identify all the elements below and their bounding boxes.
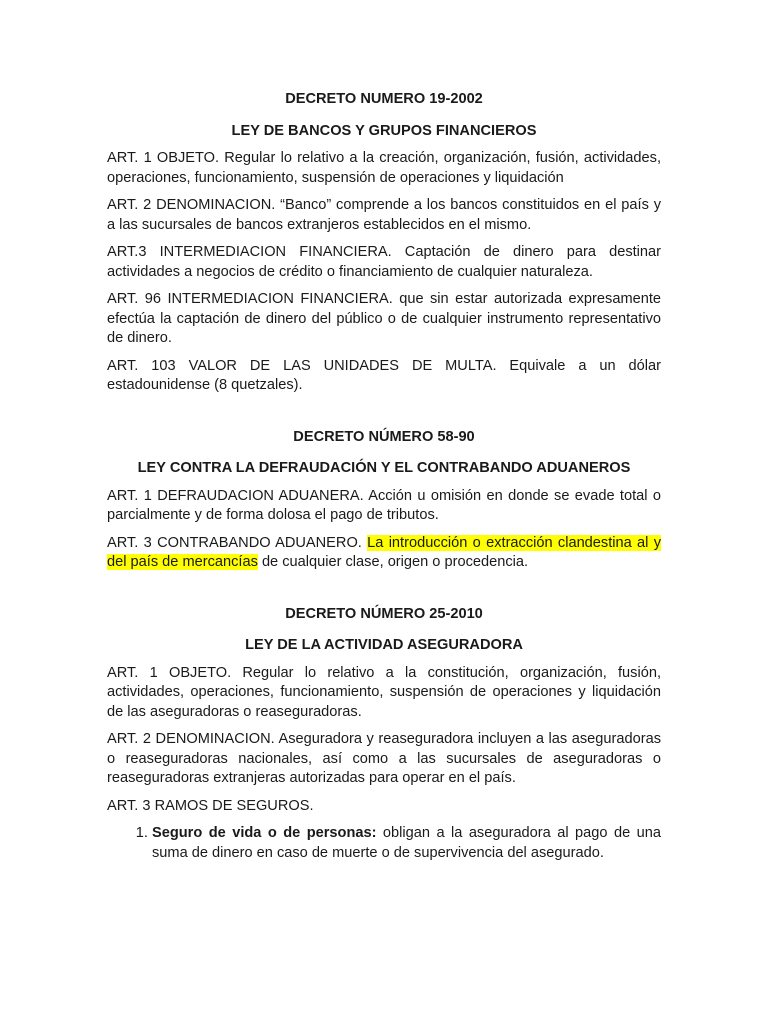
article-paragraph: ART. 3 RAMOS DE SEGUROS.	[107, 797, 314, 814]
list-item-text: obligan a la aseguradora al pago de una suma de dinero en caso de muerte o de supervivencia del asegurado.	[152, 825, 661, 861]
article-paragraph: ART. 2 DENOMINACION. Aseguradora y reaseguradora incluyen a las aseguradoras o reaseguradoras nacionales, así como a las sucursales de aseguradoras o reaseguradoras extranjeras autorizadas para operar en el país.	[107, 731, 661, 786]
document-content	[107, 90, 661, 863]
decree-title-3: DECRETO NÚMERO 25-2010	[285, 605, 483, 622]
article-paragraph: ART. 1 OBJETO. Regular lo relativo a la creación, organización, fusión, actividades, operaciones, funcionamiento, suspensión de operaciones y liquidación	[107, 150, 661, 186]
article-paragraph: ART. 1 OBJETO. Regular lo relativo a la constitución, organización, fusión, actividades, operaciones, funcionamiento, suspensión de operaciones y liquidación de las aseguradoras o reaseguradoras.	[107, 664, 661, 720]
law-title-2: LEY CONTRA LA DEFRAUDACIÓN Y EL CONTRABANDO ADUANEROS	[137, 460, 631, 476]
law-title-1: LEY DE BANCOS Y GRUPOS FINANCIEROS	[231, 122, 537, 139]
article-paragraph-highlighted	[107, 534, 661, 573]
article-paragraph: ART. 2 DENOMINACION. “Banco” comprende a los bancos constituidos en el país y a las sucursales de bancos extranjeros establecidos en el mismo.	[107, 197, 661, 233]
article-paragraph: ART. 96 INTERMEDIACION FINANCIERA. que sin estar autorizada expresamente efectúa la captación de dinero del público o de cualquier instrumento representativo de dinero.	[107, 291, 661, 346]
article-paragraph: ART.3 INTERMEDIACION FINANCIERA. Captación de dinero para destinar actividades a negocios de crédito o financiamiento de cualquier naturaleza.	[107, 244, 661, 280]
article-paragraph: ART. 103 VALOR DE LAS UNIDADES DE MULTA. Equivale a un dólar estadounidense (8 quetzales).	[107, 357, 661, 393]
article-prefix: ART. 3 CONTRABANDO ADUANERO.	[107, 534, 368, 551]
article-suffix: de cualquier clase, origen o procedencia.	[257, 554, 529, 570]
list-item-term: Seguro de vida o de personas:	[152, 825, 377, 841]
law-title-3: LEY DE LA ACTIVIDAD ASEGURADORA	[245, 637, 523, 653]
article-paragraph: ART. 1 DEFRAUDACION ADUANERA. Acción u omisión en donde se evade total o parcialmente y de forma dolosa el pago de tributos.	[107, 487, 661, 523]
decree-title-1: DECRETO NUMERO 19-2002	[285, 91, 483, 107]
insurance-branches-list	[107, 824, 661, 863]
highlighted-text: La introducción o extracción clandestina al y del país de mercancías	[107, 534, 661, 570]
list-item	[152, 824, 661, 863]
decree-title-2: DECRETO NÚMERO 58-90	[293, 428, 475, 445]
